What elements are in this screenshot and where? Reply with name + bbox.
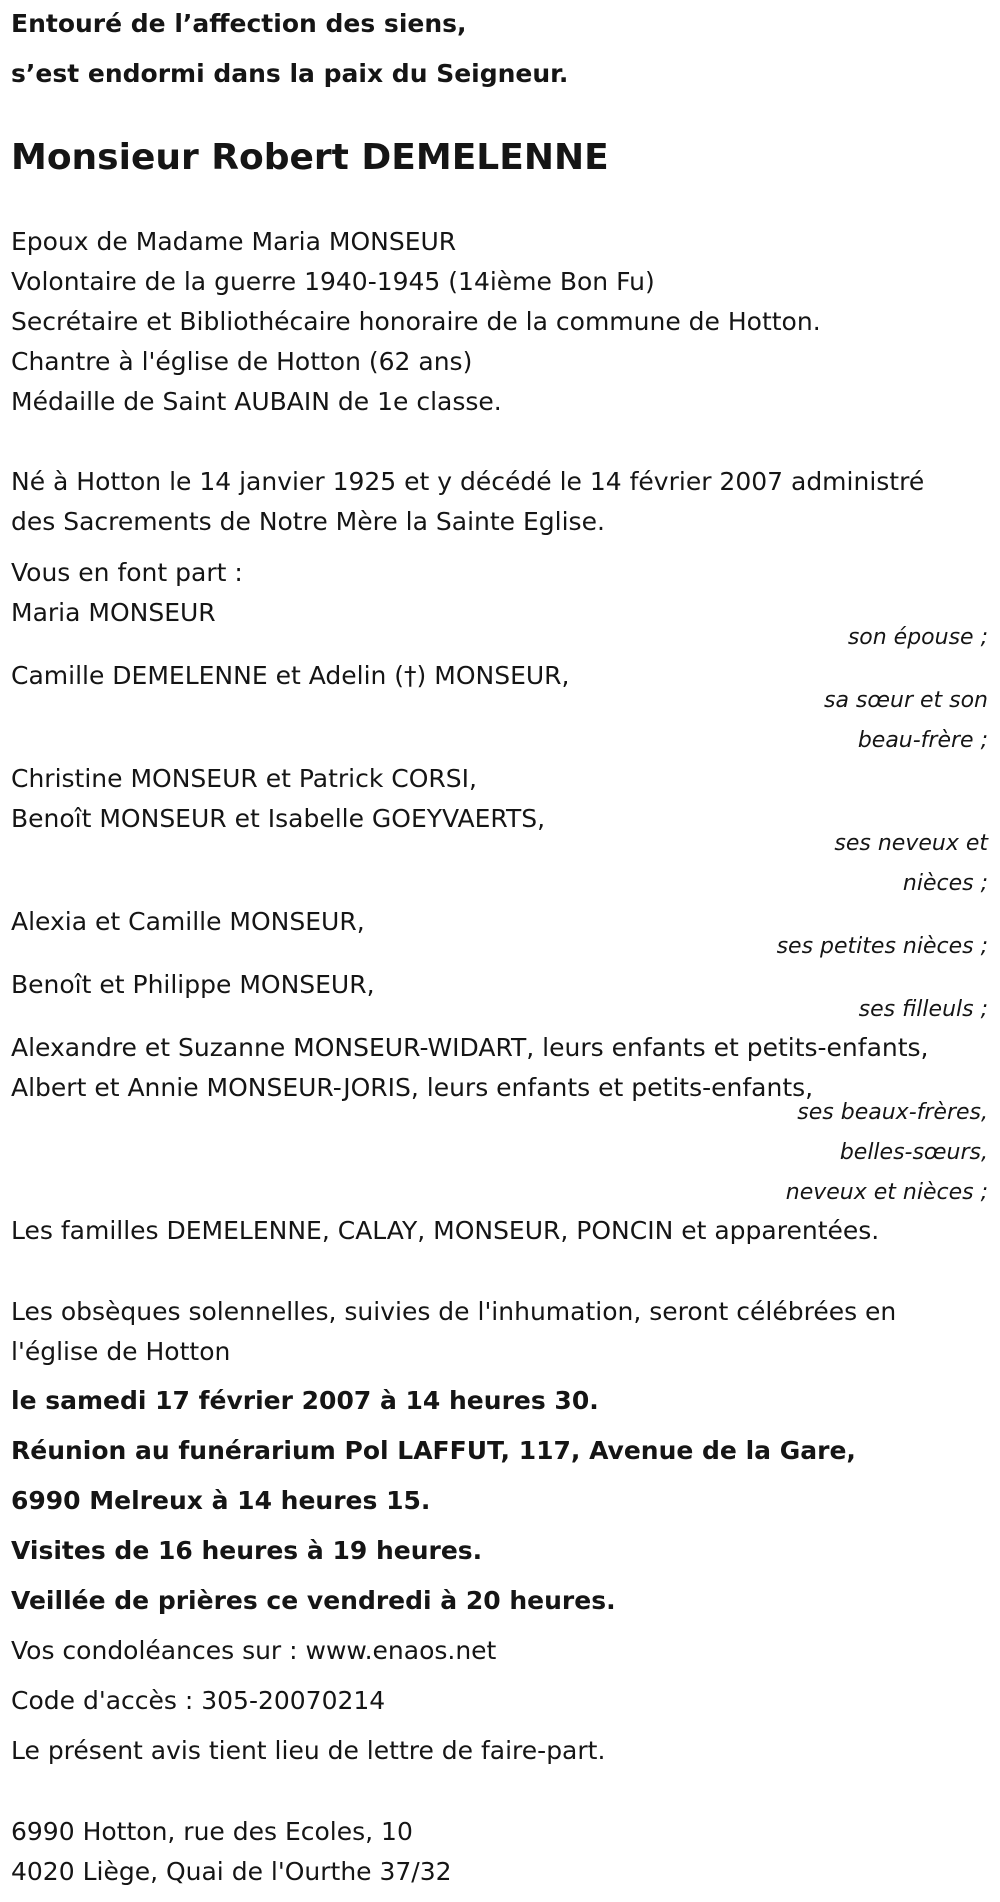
family-relation: sa sœur et son <box>823 688 988 713</box>
family-relation: neveux et nièces ; <box>785 1180 988 1205</box>
address-line: 4020 Liège, Quai de l'Ourthe 37/32 <box>11 1857 452 1886</box>
access-code-line: Code d'accès : 305-20070214 <box>11 1686 386 1715</box>
address-line: 6990 Hotton, rue des Ecoles, 10 <box>11 1817 413 1846</box>
meeting-line: Réunion au funérarium Pol LAFFUT, 117, Avenue de la Gare, <box>11 1436 856 1465</box>
condolences-line: Vos condoléances sur : www.enaos.net <box>11 1636 497 1665</box>
family-member: Benoît MONSEUR et Isabelle GOEYVAERTS, <box>11 804 546 833</box>
family-relation: ses filleuls ; <box>858 997 988 1022</box>
visits-line: Visites de 16 heures à 19 heures. <box>11 1536 483 1565</box>
family-relation: belles-sœurs, <box>839 1140 988 1165</box>
intro-line-2: s’est endormi dans la paix du Seigneur. <box>11 59 569 88</box>
announce-line: Vous en font part : <box>11 558 243 587</box>
family-member: Albert et Annie MONSEUR-JORIS, leurs enfants et petits-enfants, <box>11 1073 814 1102</box>
family-member: Benoît et Philippe MONSEUR, <box>11 970 375 999</box>
title-line: Epoux de Madame Maria MONSEUR <box>11 227 457 256</box>
birth-death-line: des Sacrements de Notre Mère la Sainte Eglise. <box>11 507 605 536</box>
vigil-line: Veillée de prières ce vendredi à 20 heures. <box>11 1586 616 1615</box>
family-member: Christine MONSEUR et Patrick CORSI, <box>11 764 477 793</box>
family-relation: nièces ; <box>902 871 988 896</box>
title-line: Secrétaire et Bibliothécaire honoraire de la commune de Hotton. <box>11 307 821 336</box>
family-member: Camille DEMELENNE et Adelin (†) MONSEUR, <box>11 661 570 690</box>
family-member: Les familles DEMELENNE, CALAY, MONSEUR, PONCIN et apparentées. <box>11 1216 880 1245</box>
meeting-line: 6990 Melreux à 14 heures 15. <box>11 1486 431 1515</box>
ceremony-date: le samedi 17 février 2007 à 14 heures 30. <box>11 1386 599 1415</box>
birth-death-line: Né à Hotton le 14 janvier 1925 et y décédé le 14 février 2007 administré <box>11 467 925 496</box>
family-relation: son épouse ; <box>847 625 988 650</box>
family-member: Alexia et Camille MONSEUR, <box>11 907 365 936</box>
family-relation: ses petites nièces ; <box>776 934 988 959</box>
title-line: Volontaire de la guerre 1940-1945 (14ième Bon Fu) <box>11 267 655 296</box>
family-relation: ses beaux-frères, <box>797 1100 988 1125</box>
family-relation: beau-frère ; <box>857 728 988 753</box>
ceremony-line: Les obsèques solennelles, suivies de l'inhumation, seront célébrées en <box>11 1297 897 1326</box>
family-member: Alexandre et Suzanne MONSEUR-WIDART, leurs enfants et petits-enfants, <box>11 1033 929 1062</box>
ceremony-line: l'église de Hotton <box>11 1337 231 1366</box>
title-line: Chantre à l'église de Hotton (62 ans) <box>11 347 473 376</box>
title-line: Médaille de Saint AUBAIN de 1e classe. <box>11 387 502 416</box>
deceased-name: Monsieur Robert DEMELENNE <box>11 137 609 178</box>
family-member: Maria MONSEUR <box>11 598 216 627</box>
intro-line-1: Entouré de l’affection des siens, <box>11 9 467 38</box>
notice-line: Le présent avis tient lieu de lettre de faire-part. <box>11 1736 606 1765</box>
family-relation: ses neveux et <box>834 831 988 856</box>
